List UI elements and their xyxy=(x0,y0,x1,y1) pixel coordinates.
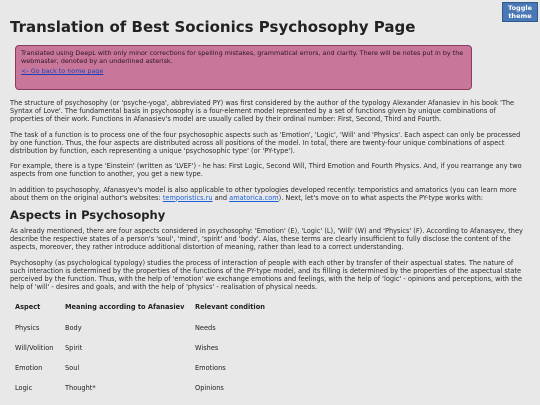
amatorica-link[interactable]: amatorica.com xyxy=(229,193,279,202)
aspects-table xyxy=(15,301,275,392)
table-cell: Soul xyxy=(65,364,80,373)
table-cell: Opinions xyxy=(195,384,224,393)
table-row xyxy=(15,312,275,332)
translation-notice xyxy=(15,45,472,90)
table-cell: Emotions xyxy=(195,364,226,373)
p4-text-a: In addition to psychosophy, Afanasyev's model is also applicable to other typologies developed recently: temporistics and amatorics (you can learn more about them on the original author's websites: xyxy=(10,185,517,202)
functions-paragraph: The task of a function is to process one of the four psychosophic aspects such as 'Emotion', 'Logic', 'Will' and 'Physics'. Each aspect can only be processed by one function. Thus, the four aspects are distributed across all positions of the model. In total, there are twenty-four unique combinations of aspect distribution by function, each representing a unique 'psychosophic type' (or 'PY-type'). xyxy=(10,130,521,156)
table-row xyxy=(15,352,275,372)
table-row xyxy=(15,372,275,392)
interaction-paragraph: Psychosophy (as psychological typology) studies the process of interaction of people with each other by transfer of their aspectual states. The nature of such interaction is determined by the properties of the functions of the PY-type model, and its filling is determined by the properties of the aspectual state perceived by the function. Thus, with the help of 'emotion' we exchange emotions and feelings, with the help of 'logic' - opinions and perceptions, with the help of 'will' - desires and goals, and with the help of 'physics' - realisation of physical needs. xyxy=(10,258,523,292)
table-cell: Will/Volition xyxy=(15,344,54,353)
page-title: Translation of Best Socionics Psychosophy Page xyxy=(10,18,416,36)
temporistics-link[interactable]: temporistics.ru xyxy=(162,193,213,202)
table-header: Meaning according to Afanasiev xyxy=(65,302,185,311)
table-cell: Thought* xyxy=(65,384,96,393)
table-cell: Spirit xyxy=(65,344,83,353)
example-paragraph: For example, there is a type 'Einstein' (written as 'LVEF') - he has: First Logic, Second Will, Third Emotion and Fourth Physics. And, if you rearrange any two aspects from one function to another, you get a new type. xyxy=(10,162,522,179)
aspects-paragraph: As already mentioned, there are four aspects considered in psychosophy: 'Emotion' (E), 'Logic' (L), 'Will' (W) and 'Physics' (F). According to Afanasyev, they describe the respective states of a person's 'soul', 'mind', 'spirit' and 'body'. Alas, these terms are clearly insufficient to fully disclose the content of the aspects, moreover, they rather introduce additional distortion of meaning, rather than lead to a correct understanding. xyxy=(10,227,523,252)
table-cell: Emotion xyxy=(15,364,43,373)
toggle-theme-button[interactable]: Toggle theme xyxy=(502,2,538,22)
p4-text-c: ). Next, let's move on to what aspects the PY-type works with: xyxy=(278,193,483,202)
table-header: Relevant condition xyxy=(195,302,265,311)
table-row xyxy=(15,332,275,352)
table-cell: Logic xyxy=(15,384,33,393)
notice-text: Translated using DeepL with only minor corrections for spelling mistakes, grammatical errors, and clarity. There will be notes put in by the webmaster, denoted by an underlined asterisk. xyxy=(21,49,464,65)
table-cell: Wishes xyxy=(195,344,219,353)
table-header: Aspect xyxy=(15,302,41,311)
p4-text-b: and xyxy=(212,193,230,202)
table-header-row xyxy=(15,301,275,312)
table-cell: Needs xyxy=(195,324,216,333)
table-cell: Physics xyxy=(15,324,40,333)
intro-paragraph: The structure of psychosophy (or 'psyche-yoga', abbreviated PY) was first considered by the author of the typology Alexander Afanasiev in his book 'The Syntax of Love'. The fundamental basis in psychosophy is a four-element model represented by a set of functions given by unique combinations of properties of their work. Functions in Afanasiev's model are usually called by their ordinal number: First, Second, Third and Fourth. xyxy=(10,99,515,124)
related-typologies-paragraph xyxy=(10,186,530,202)
section-heading: Aspects in Psychosophy xyxy=(10,208,166,223)
table-cell: Body xyxy=(65,324,82,333)
home-link[interactable]: <- Go back to home page xyxy=(21,67,104,75)
